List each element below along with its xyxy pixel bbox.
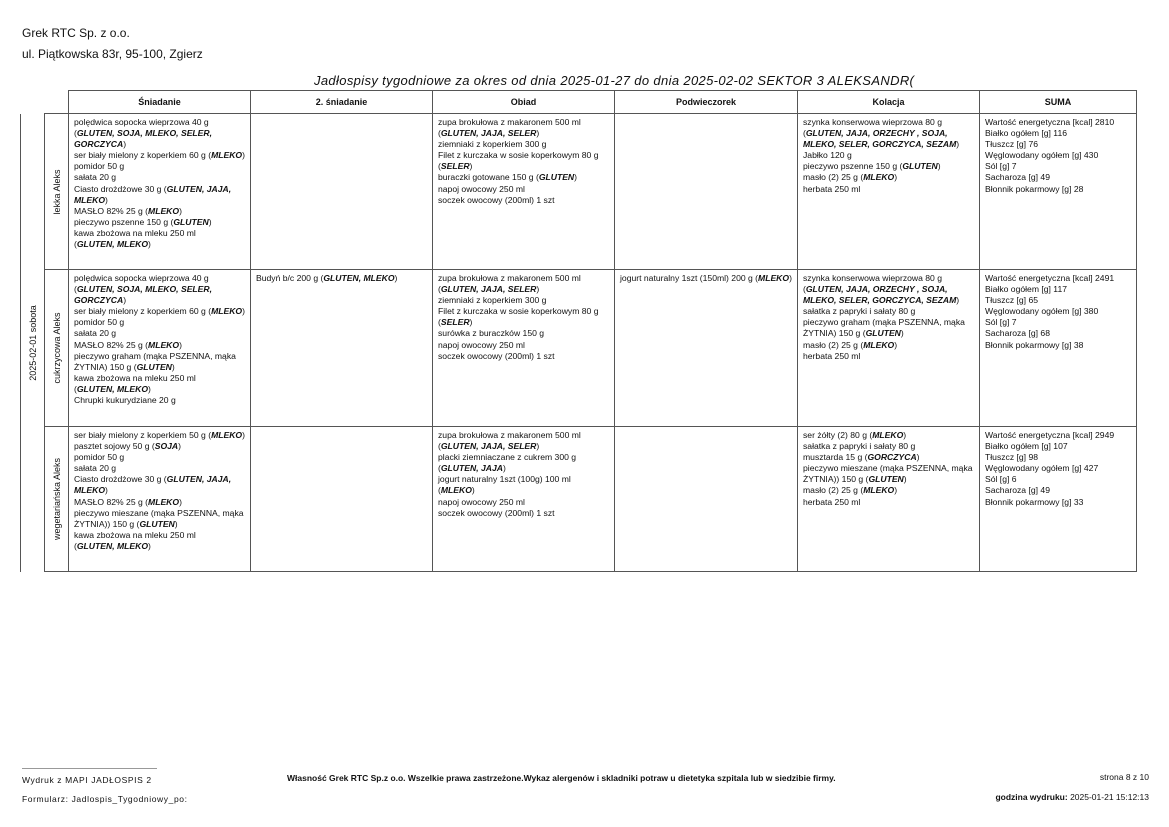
- meal-text: [251, 114, 432, 117]
- meal-cell: [251, 270, 433, 427]
- page-number: strona 8 z 10: [1099, 772, 1149, 782]
- sum-text: Wartość energetyczna [kcal] 2810 Białko ogółem [g] 116 Tłuszcz [g] 76 Węglowodany ogółem [g] 430 Sól [g] 7 Sacharoza [g] 49 Błonnik pokarmowy [g] 28: [985, 117, 1115, 194]
- meal-cell: [798, 270, 980, 427]
- col-header-second-breakfast: 2. śniadanie: [251, 91, 433, 114]
- meal-text: polędwica sopocka wieprzowa 40 g (GLUTEN, SOJA, MLEKO, SELER, GORCZYCA) ser biały mielony z koperkiem 60 g (MLEKO) pomidor 50 g sałata 20 g MASŁO 82% 25 g (MLEKO) pieczywo graham (mąka PSZENNA, mąka ŻYTNIA) 150 g (GLUTEN) kawa zbożowa na mleku 250 ml (GLUTEN, MLEKO) Chrupki kukurydziane 20 g: [74, 273, 245, 406]
- meal-text: szynka konserwowa wieprzowa 80 g (GLUTEN, JAJA, ORZECHY , SOJA, MLEKO, SELER, GORCZYCA, SEZAM) sałatka z papryki i sałaty 80 g pieczywo graham (mąka PSZENNA, mąka ŻYTNIA) 150 g (GLUTEN) masło (2) 25 g (MLEKO) herbata 250 ml: [803, 273, 965, 361]
- date-cell: [21, 114, 45, 572]
- diet-label: wegetariańska Aleks: [51, 457, 62, 541]
- diet-cell: [45, 270, 69, 427]
- sum-text: Wartość energetyczna [kcal] 2949 Białko ogółem [g] 107 Tłuszcz [g] 98 Węglowodany ogółem [g] 427 Sól [g] 6 Sacharoza [g] 49 Błonnik pokarmowy [g] 33: [985, 430, 1115, 507]
- meal-cell: [433, 114, 615, 270]
- form-name: Formularz: Jadlospis_Tygodniowy_po:: [22, 794, 188, 804]
- company-address: ul. Piątkowska 83r, 95-100, Zgierz: [22, 47, 203, 61]
- meal-text: [251, 427, 432, 430]
- meal-cell: [69, 114, 251, 270]
- meal-text: szynka konserwowa wieprzowa 80 g (GLUTEN, JAJA, ORZECHY , SOJA, MLEKO, SELER, GORCZYCA, SEZAM) Jabłko 120 g pieczywo pszenne 150 g (GLUTEN) masło (2) 25 g (MLEKO) herbata 250 ml: [803, 117, 960, 194]
- meal-cell: [69, 270, 251, 427]
- printout-source: Wydruk z MAPI JADŁOSPIS 2: [22, 775, 152, 785]
- meal-text: zupa brokułowa z makaronem 500 ml (GLUTEN, JAJA, SELER) ziemniaki z koperkiem 300 g Filet z kurczaka w sosie koperkowym 80 g (SELER) surówka z buraczków 150 g napoj owocowy 250 ml soczek owocowy (200ml) 1 szt: [438, 273, 599, 361]
- diet-label: lekka Aleks: [51, 168, 62, 215]
- meal-text: ser żółty (2) 80 g (MLEKO) sałatka z papryki i sałaty 80 g musztarda 15 g (GORCZYCA) pieczywo mieszane (mąka PSZENNA, mąka ŻYTNIA)) 150 g (GLUTEN) masło (2) 25 g (MLEKO) herbata 250 ml: [803, 430, 973, 507]
- document-title: Jadłospisy tygodniowe za okres od dnia 2025-01-27 do dnia 2025-02-02 SEKTOR 3 ALEKSANDR(: [314, 73, 915, 88]
- menu-table: [20, 90, 1137, 572]
- col-header-lunch: Obiad: [433, 91, 615, 114]
- header-row: [21, 91, 1137, 114]
- meal-cell: [615, 270, 798, 427]
- table-row: [21, 427, 1137, 572]
- meal-text: [615, 114, 797, 117]
- print-time-value: 2025-01-21 15:12:13: [1070, 792, 1149, 802]
- meal-cell: [433, 270, 615, 427]
- meal-text: jogurt naturalny 1szt (150ml) 200 g (MLEKO): [620, 273, 792, 283]
- meal-text: ser biały mielony z koperkiem 50 g (MLEKO) pasztet sojowy 50 g (SOJA) pomidor 50 g sałata 20 g Ciasto drożdżowe 30 g (GLUTEN, JAJA, MLEKO) MASŁO 82% 25 g (MLEKO) pieczywo mieszane (mąka PSZENNA, mąka ŻYTNIA)) 150 g (GLUTEN) kawa zbożowa na mleku 250 ml (GLUTEN, MLEKO): [74, 430, 245, 551]
- meal-text: Budyń b/c 200 g (GLUTEN, MLEKO): [256, 273, 398, 283]
- date-label: 2025-02-01 sobota: [27, 304, 38, 381]
- sum-text: Wartość energetyczna [kcal] 2491 Białko ogółem [g] 117 Tłuszcz [g] 65 Węglowodany ogółem [g] 380 Sól [g] 7 Sacharoza [g] 68 Błonnik pokarmowy [g] 38: [985, 273, 1115, 350]
- meal-cell: [615, 427, 798, 572]
- meal-cell: [433, 427, 615, 572]
- table-row: [21, 114, 1137, 270]
- sum-cell: [980, 114, 1137, 270]
- meal-cell: [251, 427, 433, 572]
- col-header-afternoon-snack: Podwieczorek: [615, 91, 798, 114]
- meal-text: polędwica sopocka wieprzowa 40 g (GLUTEN, SOJA, MLEKO, SELER, GORCZYCA) ser biały mielony z koperkiem 60 g (MLEKO) pomidor 50 g sałata 20 g Ciasto drożdżowe 30 g (GLUTEN, JAJA, MLEKO) MASŁO 82% 25 g (MLEKO) pieczywo pszenne 150 g (GLUTEN) kawa zbożowa na mleku 250 ml (GLUTEN, MLEKO): [74, 117, 245, 250]
- company-name: Grek RTC Sp. z o.o.: [22, 26, 130, 40]
- meal-text: zupa brokułowa z makaronem 500 ml (GLUTEN, JAJA, SELER) ziemniaki z koperkiem 300 g Filet z kurczaka w sosie koperkowym 80 g (SELER) buraczki gotowane 150 g (GLUTEN) napoj owocowy 250 ml soczek owocowy (200ml) 1 szt: [438, 117, 599, 205]
- meal-cell: [798, 427, 980, 572]
- diet-cell: [45, 114, 69, 270]
- footer-divider: [22, 768, 157, 769]
- print-time: [995, 792, 1149, 802]
- meal-cell: [615, 114, 798, 270]
- print-time-label: godzina wydruku:: [995, 792, 1068, 802]
- diet-cell: [45, 427, 69, 572]
- col-header-breakfast: Śniadanie: [69, 91, 251, 114]
- sum-cell: [980, 427, 1137, 572]
- meal-text: [615, 427, 797, 430]
- meal-cell: [251, 114, 433, 270]
- meal-cell: [798, 114, 980, 270]
- meal-text: zupa brokułowa z makaronem 500 ml (GLUTEN, JAJA, SELER) placki ziemniaczane z cukrem 300 g (GLUTEN, JAJA) jogurt naturalny 1szt (100g) 100 ml (MLEKO) napoj owocowy 250 ml soczek owocowy (200ml) 1 szt: [438, 430, 581, 518]
- copyright-notice: Własność Grek RTC Sp.z o.o. Wszelkie prawa zastrzeżone.Wykaz alergenów i skladniki potraw u dietetyka szpitala lub w siedzibie firmy.: [287, 773, 836, 783]
- diet-label: cukrzycowa Aleks: [51, 312, 62, 384]
- footer-left: [22, 768, 188, 809]
- company-info: [22, 23, 203, 65]
- meal-cell: [69, 427, 251, 572]
- table-row: [21, 270, 1137, 427]
- col-header-sum: SUMA: [980, 91, 1137, 114]
- col-header-supper: Kolacja: [798, 91, 980, 114]
- sum-cell: [980, 270, 1137, 427]
